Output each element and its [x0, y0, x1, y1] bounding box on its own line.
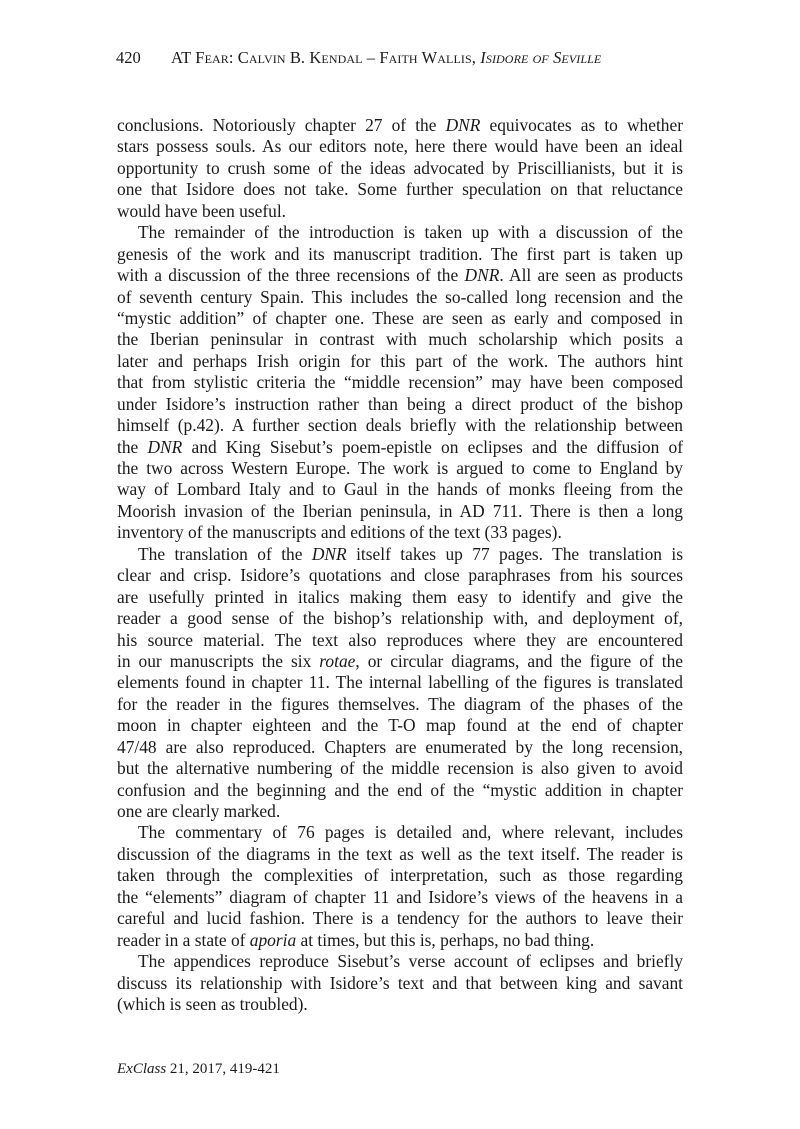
- text-segment: under Isidore’s instruction rather than being a direct product of the bishop: [117, 393, 683, 414]
- running-title: [171, 46, 601, 70]
- text-segment: reader in a state of: [117, 929, 250, 950]
- text-line: [117, 437, 683, 458]
- text-line: [117, 201, 683, 222]
- text-line: [117, 308, 683, 329]
- text-line: [117, 372, 683, 393]
- text-segment: genesis of the work and its manuscript tradition. The first part is taken up: [117, 243, 683, 264]
- text-line: [117, 458, 683, 479]
- text-segment: at times, but this is, perhaps, no bad thing.: [296, 929, 595, 950]
- text-line: [117, 179, 683, 200]
- text-line: [117, 565, 683, 586]
- text-line: [117, 394, 683, 415]
- text-segment: and King Sisebut’s poem-epistle on eclipses and the diffusion of: [182, 436, 683, 457]
- text-segment: confusion and the beginning and the end of the “mystic addition in chapter: [117, 779, 683, 800]
- text-line: [117, 329, 683, 350]
- text-line: [117, 715, 683, 736]
- text-line: [117, 737, 683, 758]
- text-segment: but the alternative numbering of the middle recension is also given to avoid: [117, 758, 683, 779]
- text-segment: Moorish invasion of the Iberian peninsula, in AD 711. There is then a long: [117, 500, 683, 521]
- text-segment: “mystic addition” of chapter one. These are seen as early and composed in: [117, 307, 683, 328]
- running-title-book: Isidore of Seville: [480, 48, 602, 67]
- paragraph: [117, 222, 683, 544]
- text-segment: way of Lombard Italy and to Gaul in the hands of monks fleeing from the: [117, 479, 683, 500]
- text-segment: the: [117, 436, 148, 457]
- text-segment: , or circular diagrams, and the figure of the: [355, 650, 683, 671]
- text-segment: careful and lucid fashion. There is a tendency for the authors to leave their: [117, 908, 683, 929]
- text-line: [117, 608, 683, 629]
- italic-term: DNR: [464, 265, 500, 286]
- text-line: [117, 908, 683, 929]
- text-segment: the Iberian peninsular in contrast with much scholarship which posits a: [117, 329, 683, 350]
- text-line: [117, 501, 683, 522]
- paragraph: [117, 115, 683, 222]
- text-line: [117, 844, 683, 865]
- text-segment: later and perhaps Irish origin for this part of the work. The authors hint: [117, 350, 683, 371]
- text-line: [117, 158, 683, 179]
- running-head: [116, 46, 716, 70]
- text-segment: that from stylistic criteria the “middle recension” may have been composed: [117, 372, 683, 393]
- text-line: [117, 651, 683, 672]
- text-line: [117, 865, 683, 886]
- text-segment: of seventh century Spain. This includes the so-called long recension and the: [117, 286, 683, 307]
- text-segment: stars possess souls. As our editors note, here there would have been an ideal: [117, 136, 683, 157]
- text-segment: are usefully printed in italics making them easy to identify and give the: [117, 586, 683, 607]
- text-line: [117, 244, 683, 265]
- text-line: [117, 694, 683, 715]
- text-segment: one that Isidore does not take. Some further speculation on that reluctance: [117, 179, 683, 200]
- text-segment: himself (p.42). A further section deals briefly with the relationship between: [117, 415, 683, 436]
- italic-term: DNR: [445, 115, 481, 135]
- text-segment: one are clearly marked.: [117, 801, 281, 821]
- paragraph: [117, 951, 683, 1015]
- italic-term: rotae: [319, 650, 356, 671]
- text-line: [117, 994, 683, 1015]
- text-line: [117, 136, 683, 157]
- text-segment: inventory of the manuscripts and editions of the text (33 pages).: [117, 522, 562, 543]
- text-line: [117, 801, 683, 822]
- text-segment: his source material. The text also reproduces where they are encountered: [117, 629, 683, 650]
- review-body: [117, 115, 683, 1015]
- text-segment: The translation of the: [138, 543, 312, 564]
- text-line: [117, 287, 683, 308]
- text-line: [117, 544, 683, 565]
- text-segment: discuss its relationship with Isidore’s text and that between king and savant: [117, 972, 683, 993]
- text-segment: The commentary of 76 pages is detailed and, where relevant, includes: [138, 822, 683, 843]
- text-segment: taken through the complexities of interpretation, such as those regarding: [117, 865, 683, 886]
- text-line: [117, 351, 683, 372]
- text-line: [117, 522, 683, 543]
- italic-term: DNR: [147, 436, 183, 457]
- paragraph: [117, 544, 683, 823]
- text-line: [117, 479, 683, 500]
- page-number: 420: [116, 48, 141, 67]
- text-line: [117, 587, 683, 608]
- text-line: [117, 415, 683, 436]
- text-segment: The appendices reproduce Sisebut’s verse account of eclipses and briefly: [138, 951, 683, 972]
- text-line: [117, 930, 683, 951]
- text-segment: 47/48 are also reproduced. Chapters are enumerated by the long recension,: [117, 736, 683, 757]
- text-segment: in our manuscripts the six: [117, 650, 320, 671]
- italic-term: DNR: [311, 543, 347, 564]
- text-segment: itself takes up 77 pages. The translation is: [346, 543, 683, 564]
- text-segment: conclusions. Notoriously chapter 27 of the: [117, 115, 446, 135]
- text-segment: clear and crisp. Isidore’s quotations and close paraphrases from his sources: [117, 565, 683, 586]
- text-line: [117, 222, 683, 243]
- text-line: [117, 780, 683, 801]
- text-line: [117, 115, 683, 136]
- text-line: [117, 672, 683, 693]
- text-segment: elements found in chapter 11. The internal labelling of the figures is translated: [117, 672, 683, 693]
- text-line: [117, 973, 683, 994]
- journal-name: ExClass: [117, 1061, 167, 1077]
- text-segment: reader a good sense of the bishop’s relationship with, and deployment of,: [117, 608, 683, 629]
- text-line: [117, 822, 683, 843]
- page-footer: [117, 1059, 280, 1079]
- text-segment: would have been useful.: [117, 200, 287, 221]
- text-line: [117, 951, 683, 972]
- text-segment: equivocates as to whether: [480, 115, 683, 135]
- journal-citation: 21, 2017, 419-421: [166, 1061, 280, 1077]
- running-title-authors: AT Fear: Calvin B. Kendal – Faith Wallis,: [171, 48, 481, 67]
- text-segment: the two across Western Europe. The work is argued to come to England by: [117, 458, 683, 478]
- italic-term: aporia: [249, 929, 297, 950]
- text-line: [117, 265, 683, 286]
- text-segment: with a discussion of the three recensions of the: [117, 265, 465, 286]
- text-line: [117, 758, 683, 779]
- text-segment: for the reader in the figures themselves. The diagram of the phases of the: [117, 693, 683, 714]
- text-line: [117, 630, 683, 651]
- text-segment: (which is seen as troubled).: [117, 993, 308, 1014]
- text-segment: discussion of the diagrams in the text as well as the text itself. The reader is: [117, 843, 683, 864]
- text-segment: . All are seen as products: [499, 265, 683, 286]
- text-segment: The remainder of the introduction is taken up with a discussion of the: [138, 222, 683, 243]
- text-segment: moon in chapter eighteen and the T-O map found at the end of chapter: [117, 715, 683, 736]
- text-segment: the “elements” diagram of chapter 11 and Isidore’s views of the heavens in a: [117, 886, 683, 907]
- paragraph: [117, 822, 683, 951]
- text-segment: opportunity to crush some of the ideas advocated by Priscillianists, but it is: [117, 157, 683, 178]
- text-line: [117, 887, 683, 908]
